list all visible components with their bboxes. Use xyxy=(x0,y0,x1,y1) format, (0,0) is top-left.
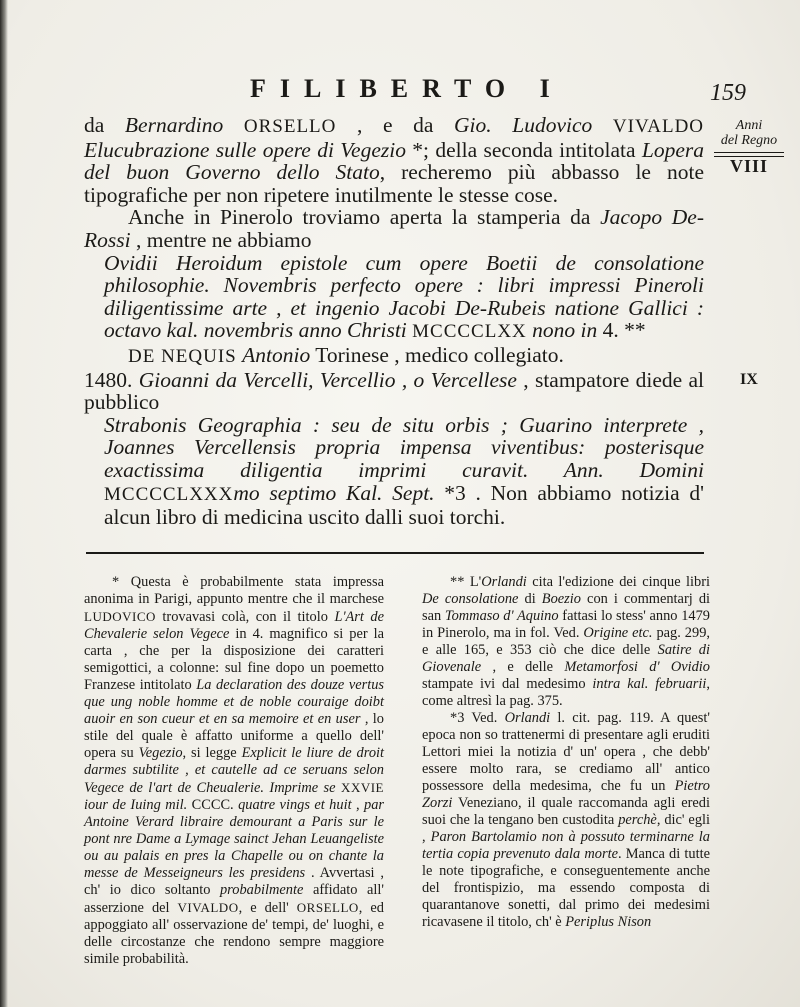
margin-note-years xyxy=(706,118,792,176)
footnote-divider xyxy=(86,552,704,554)
paragraph-1: da Bernardino ORSELLO , e da Gio. Ludovico VIVALDO Elucubrazione sulle opere di Vegezio *; della seconda intitolata Lopera del buon Governo dello Stato, recheremo più abbasso le note tipografiche per non ripetere inutilmente le stesse cose. xyxy=(84,113,705,207)
page-gutter-shadow xyxy=(0,0,8,1007)
footnote-column-right xyxy=(422,574,710,931)
footnote-column-left xyxy=(84,574,384,968)
main-text xyxy=(84,114,704,529)
running-head: FILIBERTO I xyxy=(250,74,564,103)
margin-year-ix: IX xyxy=(740,371,758,388)
paragraph-2: Anche in Pinerolo troviamo aperta la stamperia da Jacopo De-Rossi , mentre ne abbiamo xyxy=(84,205,704,252)
page-number: 159 xyxy=(710,80,746,106)
footnote-three: *3 Ved. Orlandi l. cit. pag. 119. A quest' epoca non so trattenermi di presentare agli eruditi Lettori miei la notizia d' un' opera , che debb' essere molto rara, se crediamo all' antico possessore della medesima, che fu un Pietro Zorzi Veneziano, il quale raccomanda agli eredi suoi che la tengano ben custodita perchè, dic' egli , Paron Bartolamio non à possuto terminarne la tertia copia prevenuto dala morte. Manca di tutte le note tipografiche, e conseguentemente anche del frontispizio, ma essendo composta di quarantanove sonetti, dal primo dei medesimi ricavasene il titolo, ch' è Periplus Nison xyxy=(422,710,711,930)
paragraph-4-de-nequis: DE NEQUIS Antonio Torinese , medico collegiato. xyxy=(128,342,564,367)
footnote-double-asterisk: ** L'Orlandi cita l'edizione dei cinque libri De consolatione di Boezio con i commentarj di san Tommaso d' Aquino fattasi lo stess' anno 1479 in Pinerolo, ma in fol. Ved. Origine etc. pag. 299, e alle 165, e 353 ciò che dice delle Satire di Giovenale , e delle Metamorfosi d' Ovidio stampate ivi dal medesimo intra kal. februarii, come altresì la pag. 375. xyxy=(422,574,711,709)
margin-anni-label: Anni xyxy=(735,118,763,133)
paragraph-5-year-1480: 1480. Gioanni da Vercelli, Vercellio , o Vercellese , stampatore diede al pubblico xyxy=(84,367,704,415)
margin-year-viii: VIII xyxy=(729,156,768,176)
paragraph-6-strabonis-citation: Strabonis Geographia : seu de situ orbis ; Guarino interprete , Joannes Vercellensis propria impensa viventibus: posterisque exactissima diligentia imprimi curavit. Ann. Domini MCCCCLXXXmo septimo Kal. Sept. *3 . Non abbiamo notizia d' alcun libro di medicina uscito dalli suoi torchi. xyxy=(104,412,704,530)
paragraph-3-ovidii-citation: Ovidii Heroidum epistole cum opere Boetii de consolatione philosophie. Novembris perfecto opere : libri impressi Pineroli diligentissime arte , et ingenio Jacobi De-Rubeis natione Gallici : octavo kal. novembris anno Christi MCCCCLXX nono in 4. ** xyxy=(104,250,704,343)
margin-regno-label: del Regno xyxy=(720,133,778,148)
footnote-asterisk: * Questa è probabilmente stata impressa anonima in Parigi, appunto mentre che il marchese LUDOVICO trovavasi colà, con il titolo L'Art de Chevalerie selon Vegece in 4. magnifico si per la carta , che per la disposizione dei caratteri semigottici, a colonne: sul fine dopo un poemetto Franzese intitolato La declaration des douze vertus que ung noble homme et de noble couraige doibt auoir en son cueur et en sa memoire et en user , lo stile del quale è affatto uniforme a quello dell' opera su Vegezio, si legge Explicit le liure de droit darmes subtilite , et cautelle ad ce seruans selon Vegece de l'art de Cheualerie. Imprime se XXVIE iour de Iuing mil. CCCC. quatre vings et huit , par Antoine Verard libraire demourant a Paris sur le pont nre Dame a Lymage sainct Jehan Leuangeliste ou au palais en pres la Chapelle ou on chante la messe de Messeigneurs les presidens . Avvertasi , ch' io dico soltanto probabilmente affidato all' asserzione del VIVALDO, e dell' ORSELLO, ed appoggiato all' osservazione de' tempi, de' luoghi, e delle circostanze che rendono sempre maggiore simile probabilità. xyxy=(84,574,385,967)
